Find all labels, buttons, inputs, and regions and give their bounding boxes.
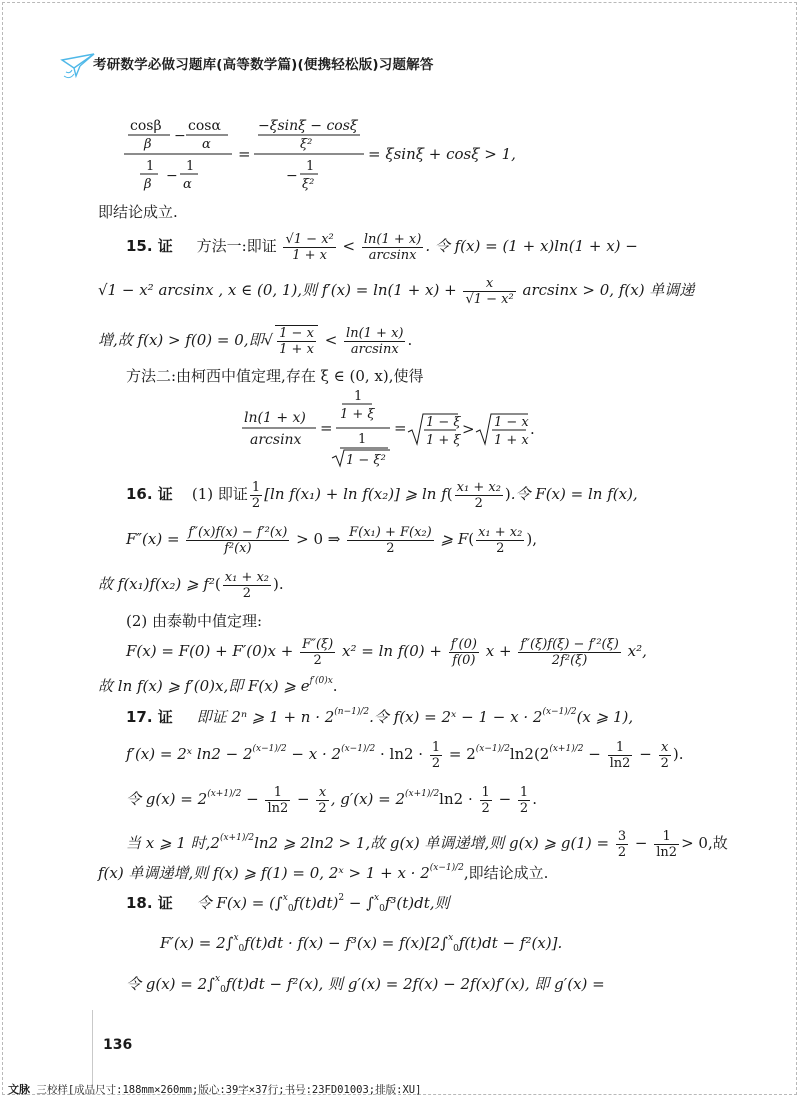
eq-neg-sign: − bbox=[286, 168, 298, 184]
cauchy-r1-d: 1 + ξ bbox=[426, 433, 461, 448]
p15-line2-b: arcsinx > 0, f(x) 单调递 bbox=[522, 281, 695, 299]
eq-equals: = bbox=[238, 145, 251, 163]
p16-l5-frac3: $\frac{\text{f″(ξ)f(ξ) − f′²(ξ)}}{\text{2f²(ξ)}}$ bbox=[520, 636, 619, 668]
eq-one-a: 1 bbox=[146, 159, 155, 174]
footer-proof-info: 三校样[成品尺寸:188mm×260mm;版心:39字×37行;书号:23FD01003;排版:XU] bbox=[36, 1084, 422, 1096]
p16-half: $\frac{1}{2}$ bbox=[251, 479, 261, 511]
p16-line-1: 16. 证 (1) 即证 $\frac{1}{2}$ [ln f(x₁) + ln f(x₂)] ⩾ ln f( $\frac{\text{x₁ + x₂}}{2}$ ).令 F(x) = ln f(x), bbox=[126, 479, 638, 511]
eq-minus-1: − bbox=[174, 128, 186, 144]
p17-l4-frac: $\frac{3}{2}$ bbox=[617, 828, 627, 860]
p15-method2: 方法二:由柯西中值定理,存在 ξ ∈ (0, x),使得 bbox=[126, 367, 424, 385]
p16-l2-frac3: $\frac{\text{x₁ + x₂}}{2}$ bbox=[478, 524, 523, 556]
eq-neg-one: 1 bbox=[306, 159, 315, 174]
p16-l5-frac2: $\frac{f'(0)}{f(0)}$ bbox=[450, 636, 477, 668]
p17-l3-frac: $\frac{1}{\ln 2}$ bbox=[267, 784, 289, 816]
p15-label: 15. 证 bbox=[126, 237, 173, 255]
p18-label: 18. 证 bbox=[126, 894, 173, 912]
svg-text:.: . bbox=[530, 420, 535, 438]
cauchy-r2-n: 1 − x bbox=[494, 415, 529, 430]
cauchy-big-d2: 1 − ξ² bbox=[346, 453, 386, 468]
p15-method1: 方法一:即证 bbox=[196, 237, 277, 255]
svg-text:=: = bbox=[320, 419, 333, 437]
p15-line3-lt: < bbox=[324, 331, 338, 349]
p15-cauchy-equation bbox=[240, 388, 560, 470]
p16-part1: (1) 即证 bbox=[191, 485, 248, 503]
cauchy-big-n2: 1 + ξ bbox=[340, 407, 375, 422]
eq-one-b: 1 bbox=[186, 159, 195, 174]
p16-label: 16. 证 bbox=[126, 485, 173, 503]
p16-line-5: F(x) = F(0) + F′(0)x + $\frac{F''(\xi)}{2}$ x² = ln f(0) + $\frac{f'(0)}{f(0)}$ x + $\frac{\text{f″(ξ)f(ξ) − f′²(ξ)}}{\text{2f²(ξ)}}$ x², bbox=[126, 636, 647, 668]
p17-line-3: 令 $g(x) = 2^{(x+1)/2}$ − $\frac{1}{\ln 2}$ − $\frac{x}{2}$ , $g'(x) = 2^{(x+1)/2}\ln 2$ · $\frac{1}{2}$ − $\frac{1}{2}$ . bbox=[126, 784, 537, 816]
p18-line-1: 18. 证 令 $F(x) = (\int^x_0f(t)dt)^2 - \int^x_0f^3(t)dt$,则 bbox=[126, 893, 450, 914]
cauchy-big-d1: 1 bbox=[358, 432, 367, 447]
cauchy-r2-d: 1 + x bbox=[494, 433, 529, 448]
p15-tail: . 令 f(x) = (1 + x)ln(1 + x) − bbox=[425, 237, 638, 255]
page-number: 136 bbox=[103, 1037, 133, 1053]
p15-line2-a: √1 − x² arcsinx , x ∈ (0, 1),则 f′(x) = ln(1 + x) + bbox=[98, 281, 457, 299]
eq-alpha-den2: α bbox=[183, 177, 192, 192]
p17-l4-frac2: $\frac{1}{\ln 2}$ bbox=[656, 828, 678, 860]
p16-part2: (2) 由泰勒中值定理: bbox=[126, 612, 263, 630]
p15-line3-frac2: $\frac{\ln(1 + x)}{\arcsin x}$ bbox=[346, 325, 404, 357]
p16-l1-tail: .令 F(x) = ln f(x), bbox=[510, 485, 638, 503]
p15-frac1: $\frac{\text{√1 − x²}}{1 + x}$ bbox=[285, 231, 334, 263]
eq-cosalpha: cosα bbox=[188, 118, 221, 134]
margin-rule bbox=[92, 1010, 93, 1085]
footer-brand: 文脉 bbox=[8, 1083, 30, 1096]
p17-line-4: 当 x ⩾ 1 时$,2^{(x+1)/2}\ln 2$ ⩾ 2ln2 > 1,故 g(x) 单调递增,则 g(x) ⩾ g(1) = $\frac{3}{2}$ − $\frac{1}{\ln 2}$ > 0,故 bbox=[126, 828, 728, 860]
p15-line-1 bbox=[126, 228, 638, 264]
p16-line-2: F″(x) = $\frac{\text{f″(x)f(x) − f′²(x)}}{\text{f²(x)}}$ > 0 ⇒ $\frac{\text{F(x₁) + F(x₂)}}{2}$ ⩾ F( $\frac{\text{x₁ + x₂}}{2}$ ), bbox=[126, 524, 537, 556]
p17-label: 17. 证 bbox=[126, 708, 173, 726]
eq-neg-xisq: ξ² bbox=[302, 177, 315, 192]
eq-beta-den: β bbox=[144, 137, 152, 152]
p15-line2-frac: $\frac{x}{\text{√1 − x²}}$ bbox=[465, 275, 514, 307]
p18-line-2: F′(x) = 2∫$^x_0$f(t)dt · f(x) − f³(x) = f(x)[2∫$^x_0$f(t)dt − f²(x)]. bbox=[160, 933, 563, 954]
p15-line-3: 增,故 f(x) > f(0) = 0,即√ $\frac{1 - x}{1 + x}$ < $\frac{\ln(1 + x)}{\arcsin x}$ . bbox=[98, 325, 413, 357]
p18-line-3: 令 g(x) = 2∫$^x_0$f(t)dt − f²(x), 则 g′(x) = 2f(x) − 2f(x)f′(x), 即 g′(x) = bbox=[126, 974, 605, 995]
eq-beta-den2: β bbox=[144, 177, 152, 192]
p16-l2-frac2: $\frac{\text{F(x₁) + F(x₂)}}{2}$ bbox=[349, 524, 432, 556]
p16-line-6: 故 ln f(x) ⩾ f′(0)x,即 F(x) ⩾ $e^{f'(0)x}$. bbox=[98, 676, 338, 695]
p16-l5-frac: $\frac{F''(\xi)}{2}$ bbox=[302, 636, 334, 668]
svg-text:=: = bbox=[394, 419, 407, 437]
cauchy-big-n1: 1 bbox=[354, 389, 363, 404]
p17-l3-frac3: $\frac{1}{2}$ bbox=[481, 784, 490, 816]
equation-ratio-block bbox=[120, 112, 540, 194]
eq-mid-num: −ξsinξ − cosξ bbox=[258, 118, 358, 134]
eq-alpha-den: α bbox=[202, 137, 211, 152]
p16-l3-frac: $\frac{\text{x₁ + x₂}}{2}$ bbox=[224, 569, 270, 601]
p15-line3-frac: $\frac{1 - x}{1 + x}$ bbox=[275, 325, 318, 357]
cauchy-arcsin: arcsinx bbox=[250, 432, 302, 448]
p16-l1-mid: [ln f(x₁) + ln f(x₂)] ⩾ ln f bbox=[264, 485, 447, 503]
eq-cosbeta: cosβ bbox=[130, 118, 162, 134]
p17-line-2: f′(x) = 2ˣ $\ln 2 - 2^{(x-1)/2} - x \cdot 2^{(x-1)/2} \cdot \ln 2$ · $\frac{1}{2}$ = $2^{(x-1)/2}\ln 2(2^{(x+1)/2}$ − $\frac{1}{\ln 2}$ − $\frac{x}{2}$ ). bbox=[126, 739, 684, 771]
p16-l1-frac: $\frac{\text{x₁ + x₂}}{2}$ bbox=[456, 479, 501, 511]
p15-frac2: $\frac{\ln(1 + x)}{\arcsin x}$ bbox=[363, 231, 422, 263]
p15-lt: < bbox=[342, 237, 356, 255]
cauchy-ln: ln(1 + x) bbox=[244, 410, 306, 426]
printer-footer bbox=[8, 1081, 421, 1097]
p16-line-3: 故 f(x₁)f(x₂) ⩾ f²( $\frac{\text{x₁ + x₂}}{2}$ ). bbox=[98, 569, 284, 601]
svg-text:>: > bbox=[462, 420, 475, 438]
eq-xi-sq: ξ² bbox=[300, 137, 313, 152]
eq-rhs: = ξsinξ + cosξ > 1, bbox=[368, 145, 516, 163]
p17-line-5: f(x) 单调递增,则 f(x) ⩾ f(1) = 0, 2ˣ > $1 + x \cdot 2^{(x-1)/2}$,即结论成立. bbox=[98, 863, 549, 882]
p17-l3-frac2: $\frac{x}{2}$ bbox=[318, 784, 327, 816]
p17-l2-frac2: $\frac{1}{\ln 2}$ bbox=[609, 739, 631, 771]
p17-l3-frac4: $\frac{1}{2}$ bbox=[519, 784, 529, 816]
eq-minus-2: − bbox=[166, 168, 178, 184]
cauchy-r1-n: 1 − ξ bbox=[426, 415, 461, 430]
p17-l2-frac: $\frac{1}{2}$ bbox=[431, 739, 441, 771]
header-title: 考研数学必做习题库(高等数学篇)(便携轻松版)习题解答 bbox=[93, 57, 434, 73]
p15-line3-a: 增,故 f(x) > f(0) = 0,即 bbox=[98, 331, 264, 349]
conclusion-1: 即结论成立. bbox=[98, 203, 178, 221]
p17-line-1: 17. 证 即证 2ⁿ ⩾ $1 + n \cdot 2^{(n-1)/2}$.令 f(x) = 2ˣ − $1 - x \cdot 2^{(x-1)/2}(x$ ⩾ 1), bbox=[126, 707, 634, 726]
p16-l2-frac: $\frac{\text{f″(x)f(x) − f′²(x)}}{\text{f²(x)}}$ bbox=[188, 524, 288, 556]
p17-l2-frac3: $\frac{x}{2}$ bbox=[660, 739, 669, 771]
p15-line-2 bbox=[98, 272, 694, 308]
